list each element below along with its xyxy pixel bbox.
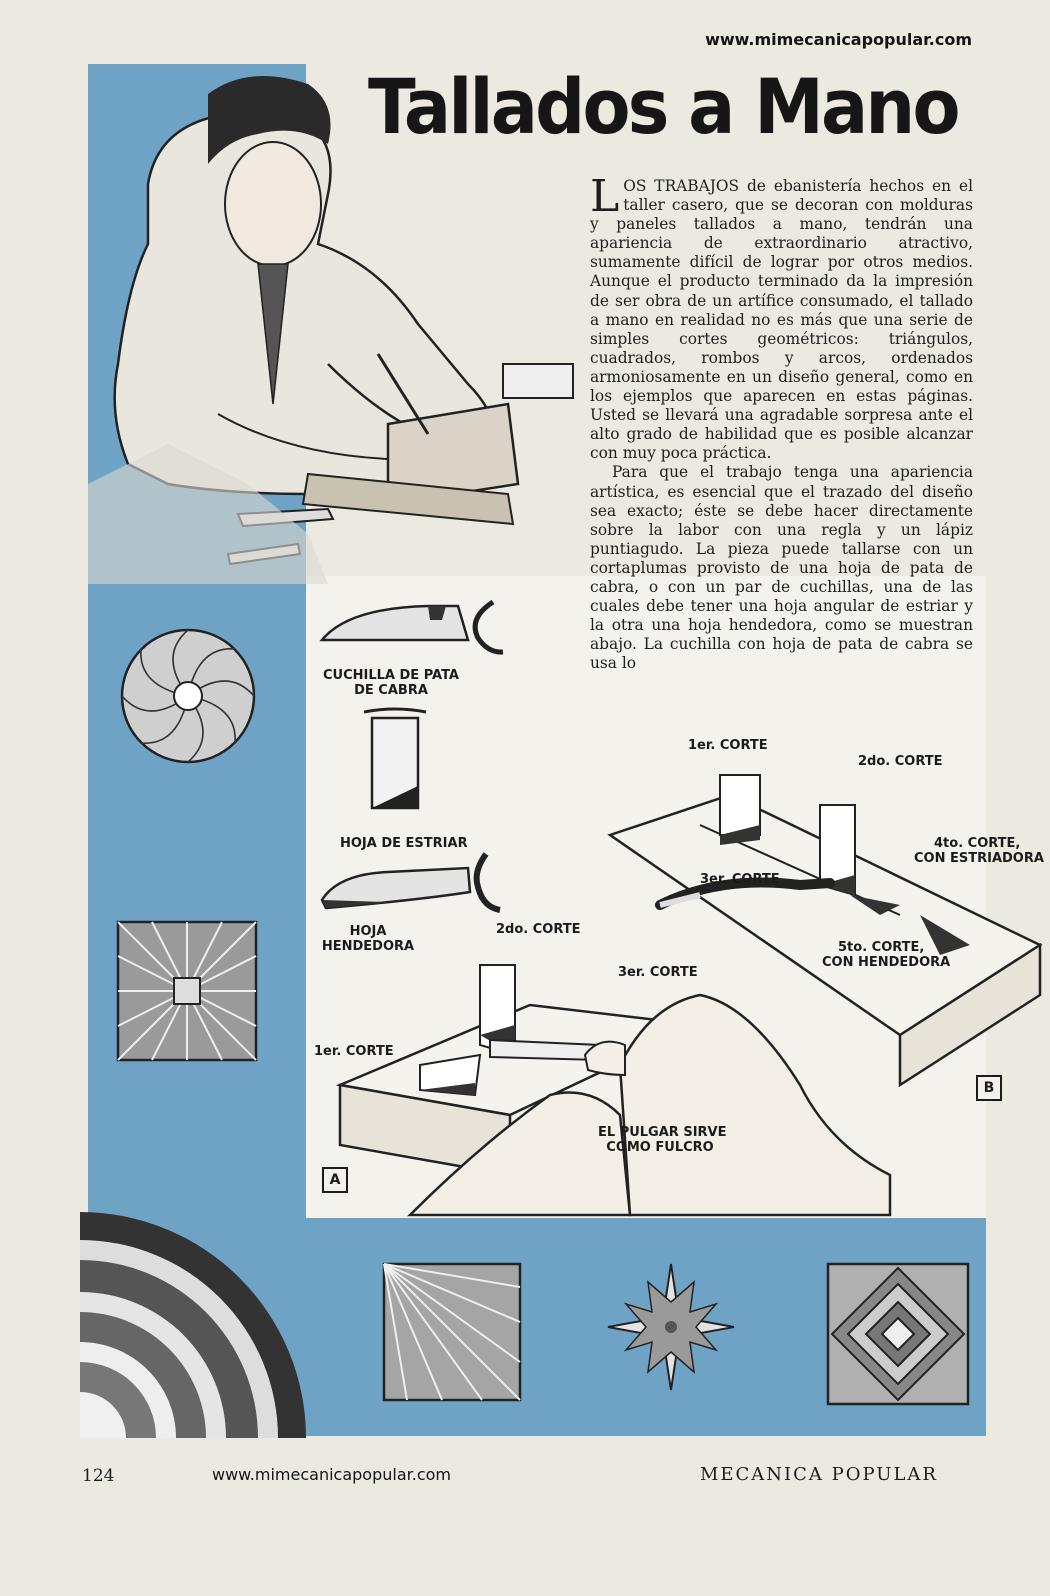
article-body bbox=[590, 171, 973, 673]
diagram-a-illustration bbox=[330, 945, 890, 1215]
a-cut2-label: 2do. CORTE bbox=[496, 922, 581, 937]
b-cut4-label: 4to. CORTE, CON ESTRIADORA bbox=[914, 836, 1044, 866]
b-cut3-label: 3er. CORTE bbox=[700, 872, 780, 887]
concentric-arcs-figure bbox=[80, 1212, 380, 1438]
splitting-blade-figure bbox=[318, 852, 508, 922]
b-cut1-label: 1er. CORTE bbox=[688, 738, 768, 753]
a-cut3-label: 3er. CORTE bbox=[618, 965, 698, 980]
page-title: Tallados a Mano bbox=[368, 62, 958, 151]
star-figure bbox=[606, 1262, 736, 1392]
diagram-b-box: B bbox=[976, 1075, 1002, 1101]
splitting-label: HOJA HENDEDORA bbox=[321, 924, 415, 954]
man-carving-illustration bbox=[88, 64, 588, 584]
magazine-name: MECANICA POPULAR bbox=[699, 1464, 938, 1485]
fluting-blade-figure bbox=[360, 708, 430, 828]
b-cut2-label: 2do. CORTE bbox=[858, 754, 943, 769]
header-url[interactable]: www.mimecanicapopular.com bbox=[705, 30, 972, 49]
b-cut5-label: 5to. CORTE, CON HENDEDORA bbox=[822, 940, 951, 970]
footer-url[interactable]: www.mimecanicapopular.com bbox=[212, 1465, 451, 1484]
a-cut1-label: 1er. CORTE bbox=[314, 1044, 394, 1059]
page-number: 124 bbox=[82, 1466, 115, 1486]
thumb-fulcrum-label: EL PULGAR SIRVE COMO FULCRO bbox=[598, 1125, 727, 1155]
fan-square-figure bbox=[382, 1262, 522, 1402]
paragraph-2: Para que el trabajo tenga una apariencia artística, es esencial que el trazado del diseño sea exacto; éste se debe hacer directamente sobre la labor con una regla y un lápiz puntiagudo. La pieza puede tallarse con un cortaplumas provisto de una hoja de pata de cabra, o con un par de cuchillas, una de las cuales debe tener una hoja angular de estriar y la otra una hoja hendedora, como se muestran abajo. La cuchilla con hoja de pata de cabra se usa lo bbox=[590, 463, 973, 673]
knife-label: CUCHILLA DE PATA DE CABRA bbox=[322, 668, 459, 698]
diamond-square-figure bbox=[826, 1262, 970, 1406]
carved-rosette-figure bbox=[118, 626, 258, 766]
diagram-a-box: A bbox=[322, 1167, 348, 1193]
square-sunburst-figure bbox=[116, 920, 258, 1062]
paragraph-1: LOS TRABAJOS de ebanistería hechos en el taller casero, que se decoran con molduras y paneles tallados a mano, tendrán una apariencia de extraordinario atractivo, sumamente difícil de lograr por otros medios. Aunque el producto terminado da la impresión de ser obra de un artífice consumado, el tallado a mano en realidad no es más que una serie de simples cortes geométricos: triángulos, cuadrados, rombos y arcos, ordenados armoniosamente en un diseño general, como en los ejemplos que aparecen en estas páginas. Usted se llevará una agradable sorpresa ante el alto grado de habilidad que es posible alcanzar con muy poca práctica. bbox=[590, 171, 973, 463]
goatfoot-knife-figure bbox=[318, 598, 508, 658]
fluting-label: HOJA DE ESTRIAR bbox=[340, 836, 468, 851]
dropcap: L bbox=[590, 171, 620, 222]
